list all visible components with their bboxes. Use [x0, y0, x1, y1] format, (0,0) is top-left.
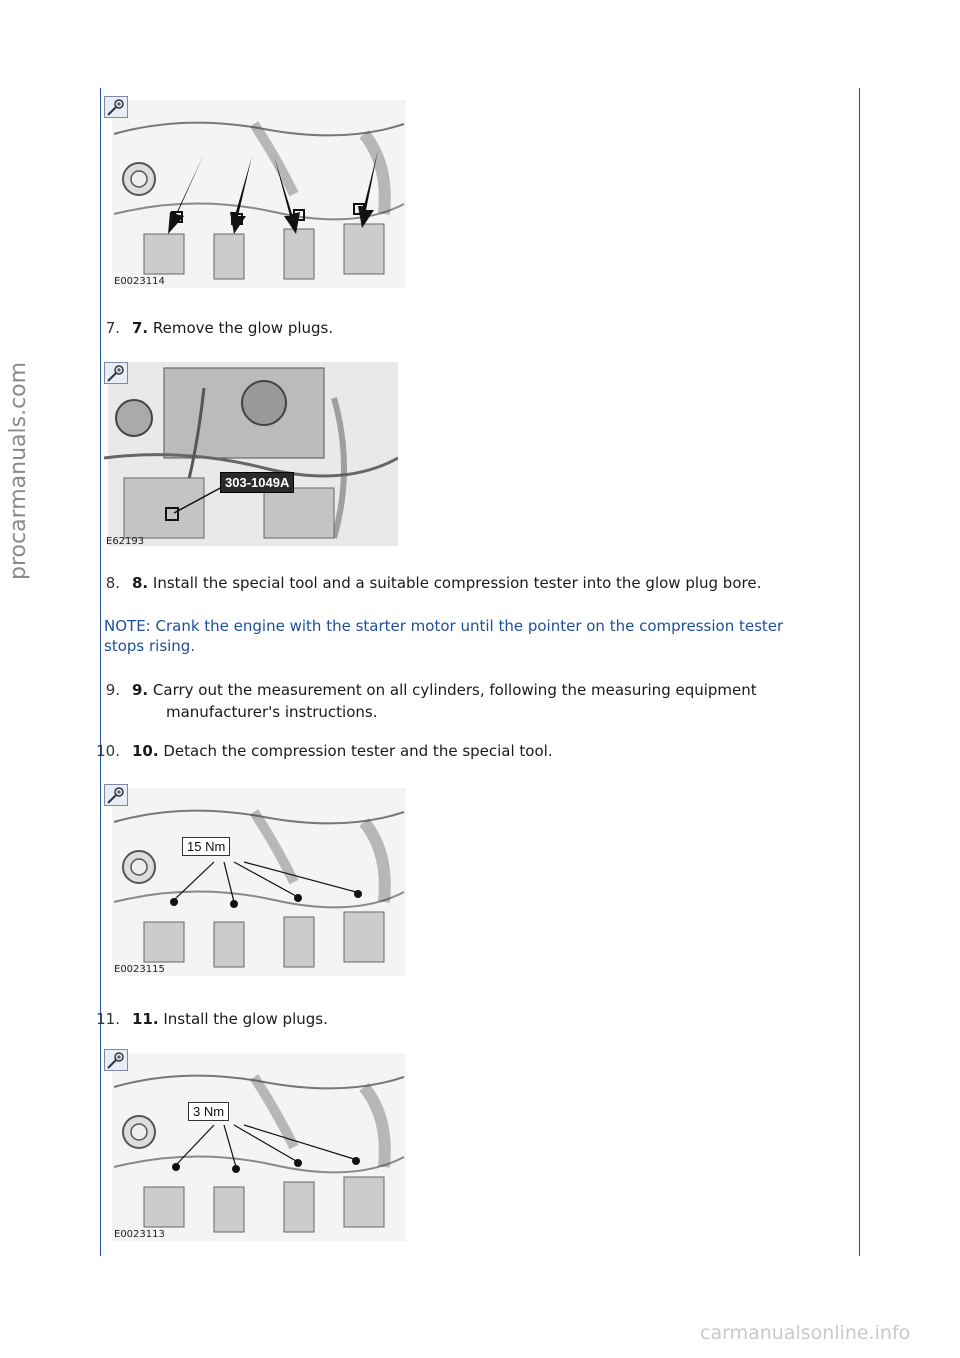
step-text: Carry out the measurement on all cylinders, following the measuring equipment	[148, 681, 757, 699]
step-number: 10.	[96, 742, 120, 760]
left-border-rule	[100, 88, 101, 1256]
step-8	[80, 572, 840, 594]
torque-label: 3 Nm	[188, 1102, 229, 1121]
note-text: NOTE: Crank the engine with the starter motor until the pointer on the compression tester stops rising.	[104, 617, 784, 655]
step-body	[132, 679, 757, 701]
side-watermark: procarmanuals.com	[6, 361, 31, 580]
engine-illustration-2	[104, 358, 398, 548]
step-number: 11.	[96, 1010, 120, 1028]
step-bold-number: 9.	[132, 681, 149, 699]
step-number: 7.	[105, 319, 120, 337]
figure-code: E0023114	[114, 276, 165, 287]
step-text: Install the glow plugs.	[158, 1010, 328, 1028]
torque-label: 15 Nm	[182, 837, 230, 856]
bottom-watermark: carmanualsonline.info	[700, 1322, 911, 1344]
engine-illustration-4	[104, 1047, 406, 1243]
step-bold-number: 10.	[132, 742, 159, 760]
figure-code: E0023113	[114, 1229, 165, 1240]
step-text: Remove the glow plugs.	[148, 319, 334, 337]
figure-code: E0023115	[114, 964, 165, 975]
engine-illustration-3	[104, 782, 406, 978]
zoom-icon[interactable]	[104, 1049, 128, 1071]
engine-illustration-1	[104, 94, 406, 290]
figure-glow-plug-connectors	[104, 94, 406, 290]
step-number: 9.	[105, 681, 120, 699]
step-body	[132, 1008, 328, 1030]
zoom-icon[interactable]	[104, 362, 128, 384]
step-bold-number: 8.	[132, 574, 149, 592]
step-text-continued: manufacturer's instructions.	[166, 703, 378, 721]
step-body	[132, 572, 761, 594]
step-10	[80, 740, 840, 762]
step-text: Install the special tool and a suitable compression tester into the glow plug bore.	[148, 574, 762, 592]
figure-glow-plug-torque-15	[104, 782, 406, 978]
step-bold-number: 11.	[132, 1010, 159, 1028]
right-border-rule	[859, 88, 860, 1256]
step-body	[132, 740, 553, 762]
zoom-icon[interactable]	[104, 96, 128, 118]
figure-connector-torque-3	[104, 1047, 406, 1243]
zoom-icon[interactable]	[104, 784, 128, 806]
step-bold-number: 7.	[132, 319, 149, 337]
step-9	[80, 679, 840, 723]
step-body	[132, 317, 333, 339]
step-text: Detach the compression tester and the special tool.	[158, 742, 553, 760]
figure-code: E62193	[106, 536, 145, 547]
step-7	[80, 317, 840, 339]
step-11	[80, 1008, 840, 1030]
tool-callout-label: 303-1049A	[220, 472, 294, 493]
figure-special-tool	[104, 358, 398, 548]
step-number: 8.	[105, 574, 120, 592]
